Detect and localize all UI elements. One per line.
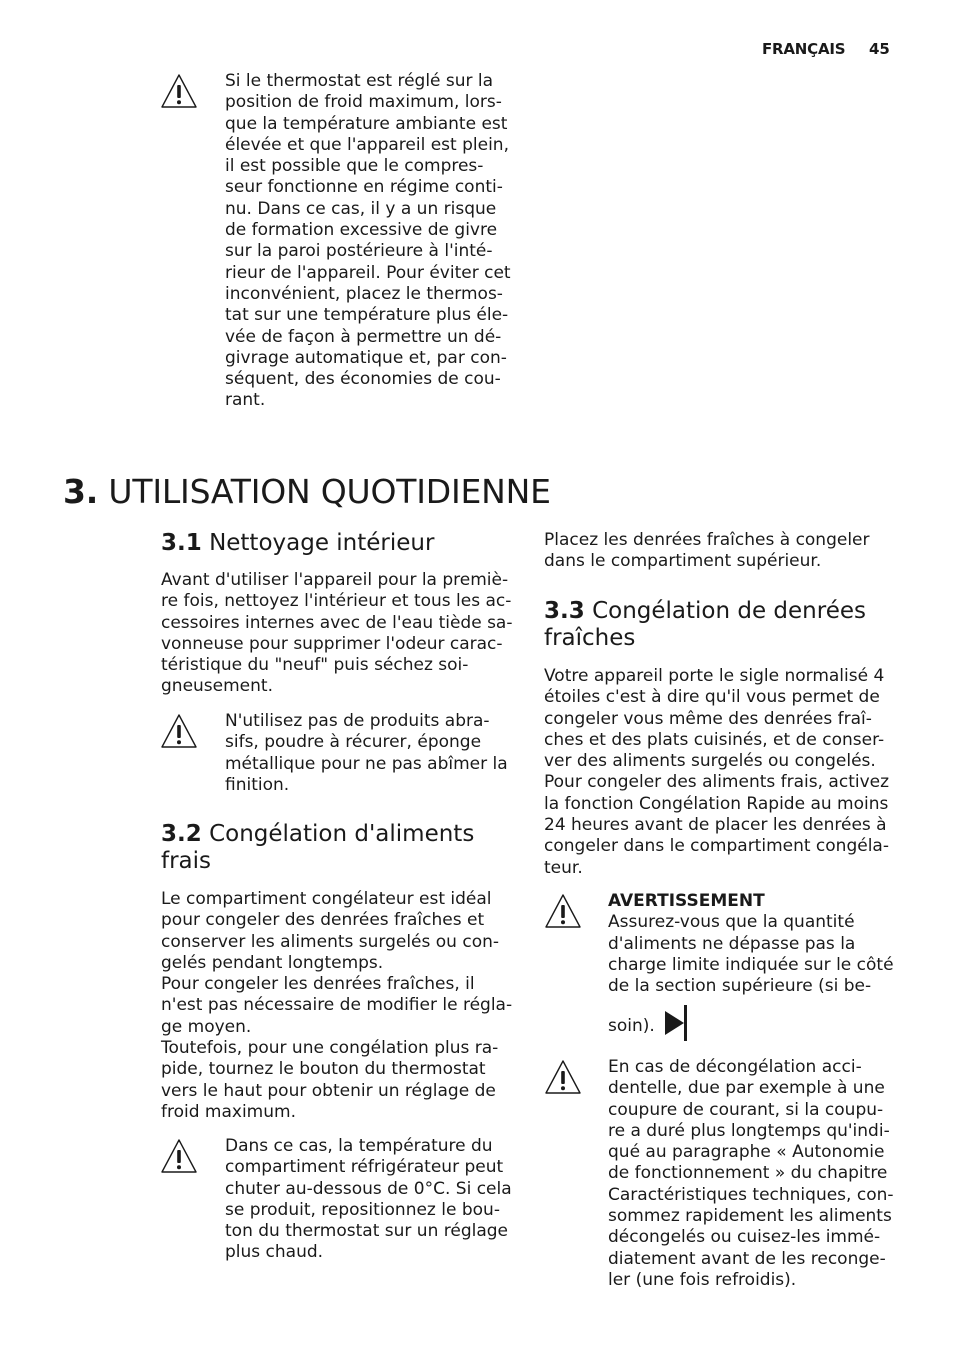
- section-3-2-heading: [161, 821, 474, 875]
- section-3-3-warning-2: En cas de décongélation acci- dentelle, due par exemple à une coupure de courant, si la coupu- re a duré plus longtemps qu'indi- qué au paragraphe « Autonomie de fonctionnement » du chapitre Caractéristiques techniques, con- sommez rapidement les aliments décongelés ou cuisez-les immé- diatement avant de les reconge- ler (une fois refroidis).: [608, 1057, 894, 1290]
- warning-icon: [160, 1138, 198, 1174]
- section-3-1-number: 3.1: [161, 530, 202, 556]
- section-3-3-warning-1: [608, 891, 908, 1041]
- load-limit-icon: [664, 1005, 690, 1041]
- page-number: 45: [869, 40, 890, 58]
- section-3-3-paragraph: Votre appareil porte le sigle normalisé 4 étoiles c'est à dire qu'il vous permet de congeler vous même des denrées fraî- ches et des plats cuisinés, et de conser- ver des aliments surgelés ou congelés. Pour congeler des aliments frais, activez la fonction Congélation Rapide au moins 24 heures avant de placer les denrées à congeler dans le compartiment congéla- teur.: [544, 666, 890, 878]
- section-3-2-title: Congélation d'aliments frais: [161, 821, 475, 874]
- section-3-1-paragraph: Avant d'utiliser l'appareil pour la premiè- re fois, nettoyez l'intérieur et tous les ac- cessoires internes avec de l'eau tiède sa- vonneuse pour supprimer l'odeur carac- téristique du "neuf" puis séchez soi- gneusement.: [161, 570, 513, 697]
- warning-icon: [160, 713, 198, 749]
- section-3-3-title: Congélation de denrées fraîches: [544, 598, 866, 651]
- warning-1-tail: soin).: [608, 1016, 655, 1037]
- warning-1-tail-line: [608, 1005, 908, 1041]
- section-3-3-heading: [544, 598, 866, 652]
- warning-1-text: Assurez-vous que la quantité d'aliments ne dépasse pas la charge limite indiquée sur le côté de la section supérieure (si be-: [608, 912, 894, 997]
- chapter-heading: [63, 472, 551, 511]
- section-3-2-number: 3.2: [161, 821, 202, 847]
- right-column-intro: Placez les denrées fraîches à congeler dans le compartiment supérieur.: [544, 530, 870, 572]
- warning-icon: [544, 893, 582, 929]
- warning-icon: [160, 73, 198, 109]
- warning-heading: AVERTISSEMENT: [608, 891, 765, 911]
- section-3-3-number: 3.3: [544, 598, 585, 624]
- header-language: FRANÇAIS: [762, 40, 846, 58]
- thermostat-warning-text: Si le thermostat est réglé sur la position de froid maximum, lors- que la température ambiante est élevée et que l'appareil est plein, il est possible que le compres- seur fonctionne en régime conti- nu. Dans ce cas, il y a un risque de formation excessive de givre sur la paroi postérieure à l'inté- rieur de l'appareil. Pour éviter cet inconvénient, placez le thermos- tat sur une température plus éle- vée de façon à permettre un dé- givrage automatique et, par con- séquent, des économies de cou- rant.: [225, 71, 511, 411]
- section-3-1-heading: [161, 530, 434, 557]
- section-3-1-title: Nettoyage intérieur: [209, 530, 435, 556]
- chapter-title: UTILISATION QUOTIDIENNE: [108, 472, 551, 511]
- section-3-1-warning-text: N'utilisez pas de produits abra- sifs, poudre à récurer, éponge métallique pour ne pas abîmer la finition.: [225, 711, 508, 795]
- warning-icon: [544, 1059, 582, 1095]
- section-3-2-paragraph: Le compartiment congélateur est idéal pour congeler des denrées fraîches et conserver les aliments surgelés ou con- gelés pendant longtemps. Pour congeler les denrées fraîches, il n'est pas nécessaire de modifier le régla- ge moyen. Toutefois, pour une congélation plus ra- pide, tournez le bouton du thermostat vers le haut pour obtenir un réglage de froid maximum.: [161, 889, 513, 1122]
- chapter-number: 3.: [63, 472, 99, 511]
- section-3-2-warning-text: Dans ce cas, la température du compartiment réfrigérateur peut chuter au-dessous de 0°C. Si cela se produit, repositionnez le bou- ton du thermostat sur un réglage plus chaud.: [225, 1136, 512, 1263]
